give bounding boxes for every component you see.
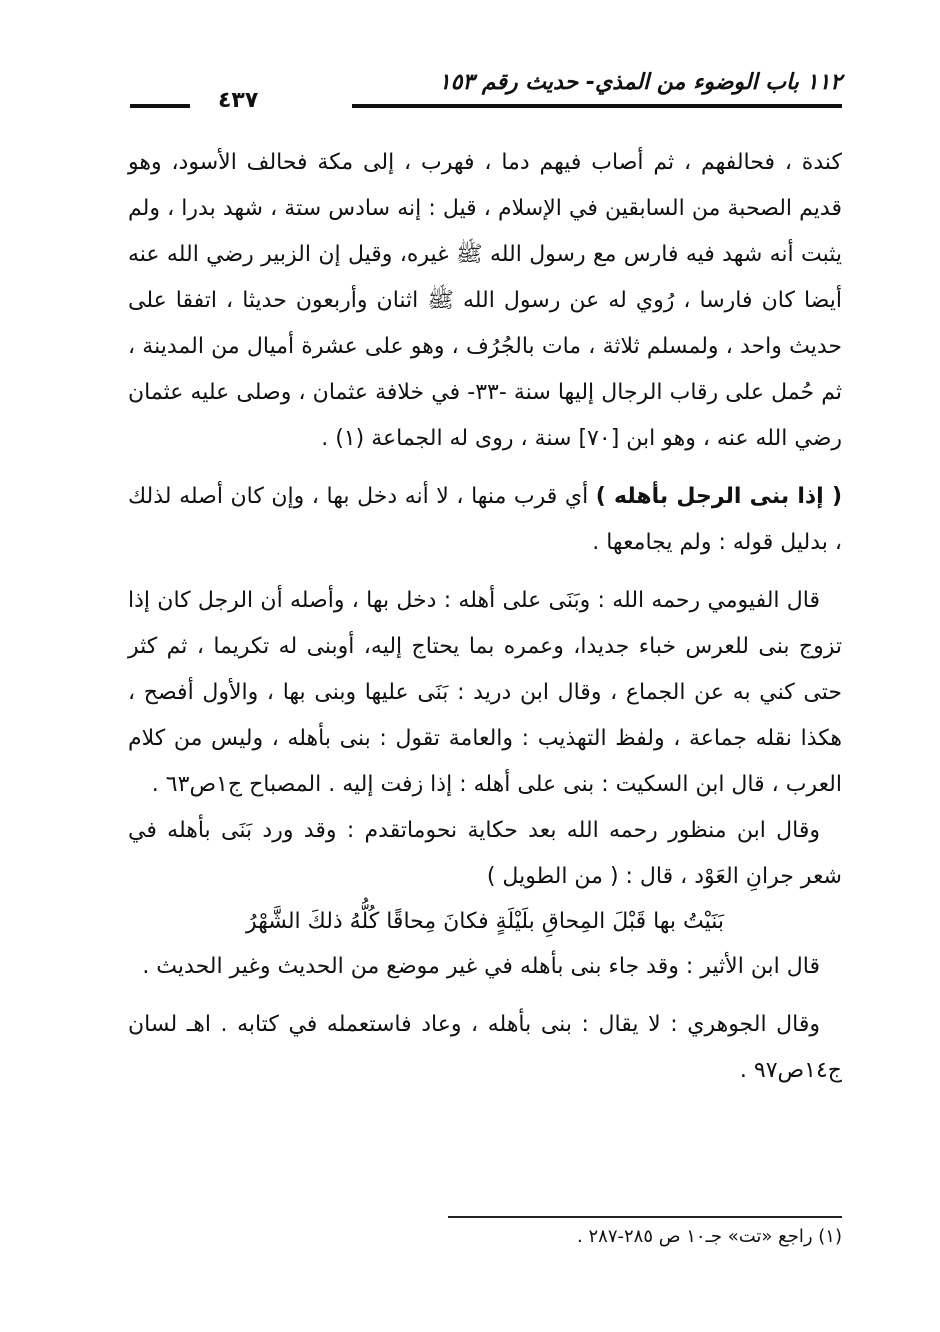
paragraph-hadith-phrase bbox=[128, 474, 842, 566]
hadith-phrase-bold: ( إذا بنى الرجل بأهله ) bbox=[595, 484, 842, 509]
paragraph-fayyumi: قال الفيومي رحمه الله : وبَنَى على أهله : دخل بها ، وأصله أن الرجل كان إذا تزوج بنى للعرس خباء جديدا، وعمره بما يحتاج إليه، أوبنى له تكريما ، ثم كثر حتى كني به عن الجماع ، وقال ابن دريد : بَنَى عليها وبنى بها ، والأول أفصح ، هكذا نقله جماعة ، ولفظ التهذيب : والعامة تقول : بنى بأهله ، وليس من كلام العرب ، قال ابن السكيت : بنى على أهله : إذا زفت إليه . المصباح ج١ص٦٣ . bbox=[128, 588, 842, 797]
paragraph-ibn-athir: قال ابن الأثير : وقد جاء بنى بأهله في غير موضع من الحديث وغير الحديث . bbox=[142, 954, 820, 979]
hadith-phrase-explanation: أي قرب منها ، لا أنه دخل بها ، وإن كان أصله لذلك ، بدليل قوله : ولم يجامعها . bbox=[128, 484, 842, 555]
header-rule-right bbox=[352, 104, 842, 108]
body-text bbox=[128, 140, 842, 1094]
paragraph-jawhari: وقال الجوهري : لا يقال : بنى بأهله ، وعاد فاستعمله في كتابه . اهـ لسان ج١٤ص٩٧ . bbox=[128, 1012, 842, 1083]
footnote-rule bbox=[448, 1216, 842, 1218]
footnote: (١) راجع «تت» جـ١٠ ص ٢٨٥-٢٨٧ . bbox=[577, 1226, 842, 1247]
chapter-title: ١١٢ باب الوضوء من المذي- حديث رقم ١٥٣ bbox=[438, 70, 842, 95]
page-number: ٤٣٧ bbox=[218, 88, 259, 113]
running-header bbox=[130, 66, 842, 116]
paragraph-ibn-manzur: وقال ابن منظور رحمه الله بعد حكاية نحوماتقدم : وقد ورد بَنَى بأهله في شعر جرانِ العَوْد ، قال : ( من الطويل ) bbox=[128, 818, 842, 889]
paragraph-biography: كندة ، فحالفهم ، ثم أصاب فيهم دما ، فهرب ، إلى مكة فحالف الأسود، وهو قديم الصحبة من السابقين في الإسلام ، قيل : إنه سادس ستة ، شهد بدرا ، ولم يثبت أنه شهد فيه فارس مع رسول الله ﷺ غيره، وقيل إن الزبير رضي الله عنه أيضا كان فارسا ، رُوي له عن رسول الله ﷺ اثنان وأربعون حديثا ، اتفقا على حديث واحد ، ولمسلم ثلاثة ، مات بالجُرُف ، وهو على عشرة أميال من المدينة ، ثم حُمل على رقاب الرجال إليها سنة -٣٣- في خلافة عثمان ، وصلى عليه عثمان رضي الله عنه ، وهو ابن [٧٠] سنة ، روى له الجماعة (١) . bbox=[128, 150, 843, 451]
poetry-verse: بَنَيْتُ بها قَبْلَ المِحاقِ بلَيْلَةٍ فكانَ مِحاقًا كُلُّهُ ذلكَ الشَّهْرُ bbox=[245, 909, 725, 934]
header-rule-left bbox=[130, 104, 190, 108]
